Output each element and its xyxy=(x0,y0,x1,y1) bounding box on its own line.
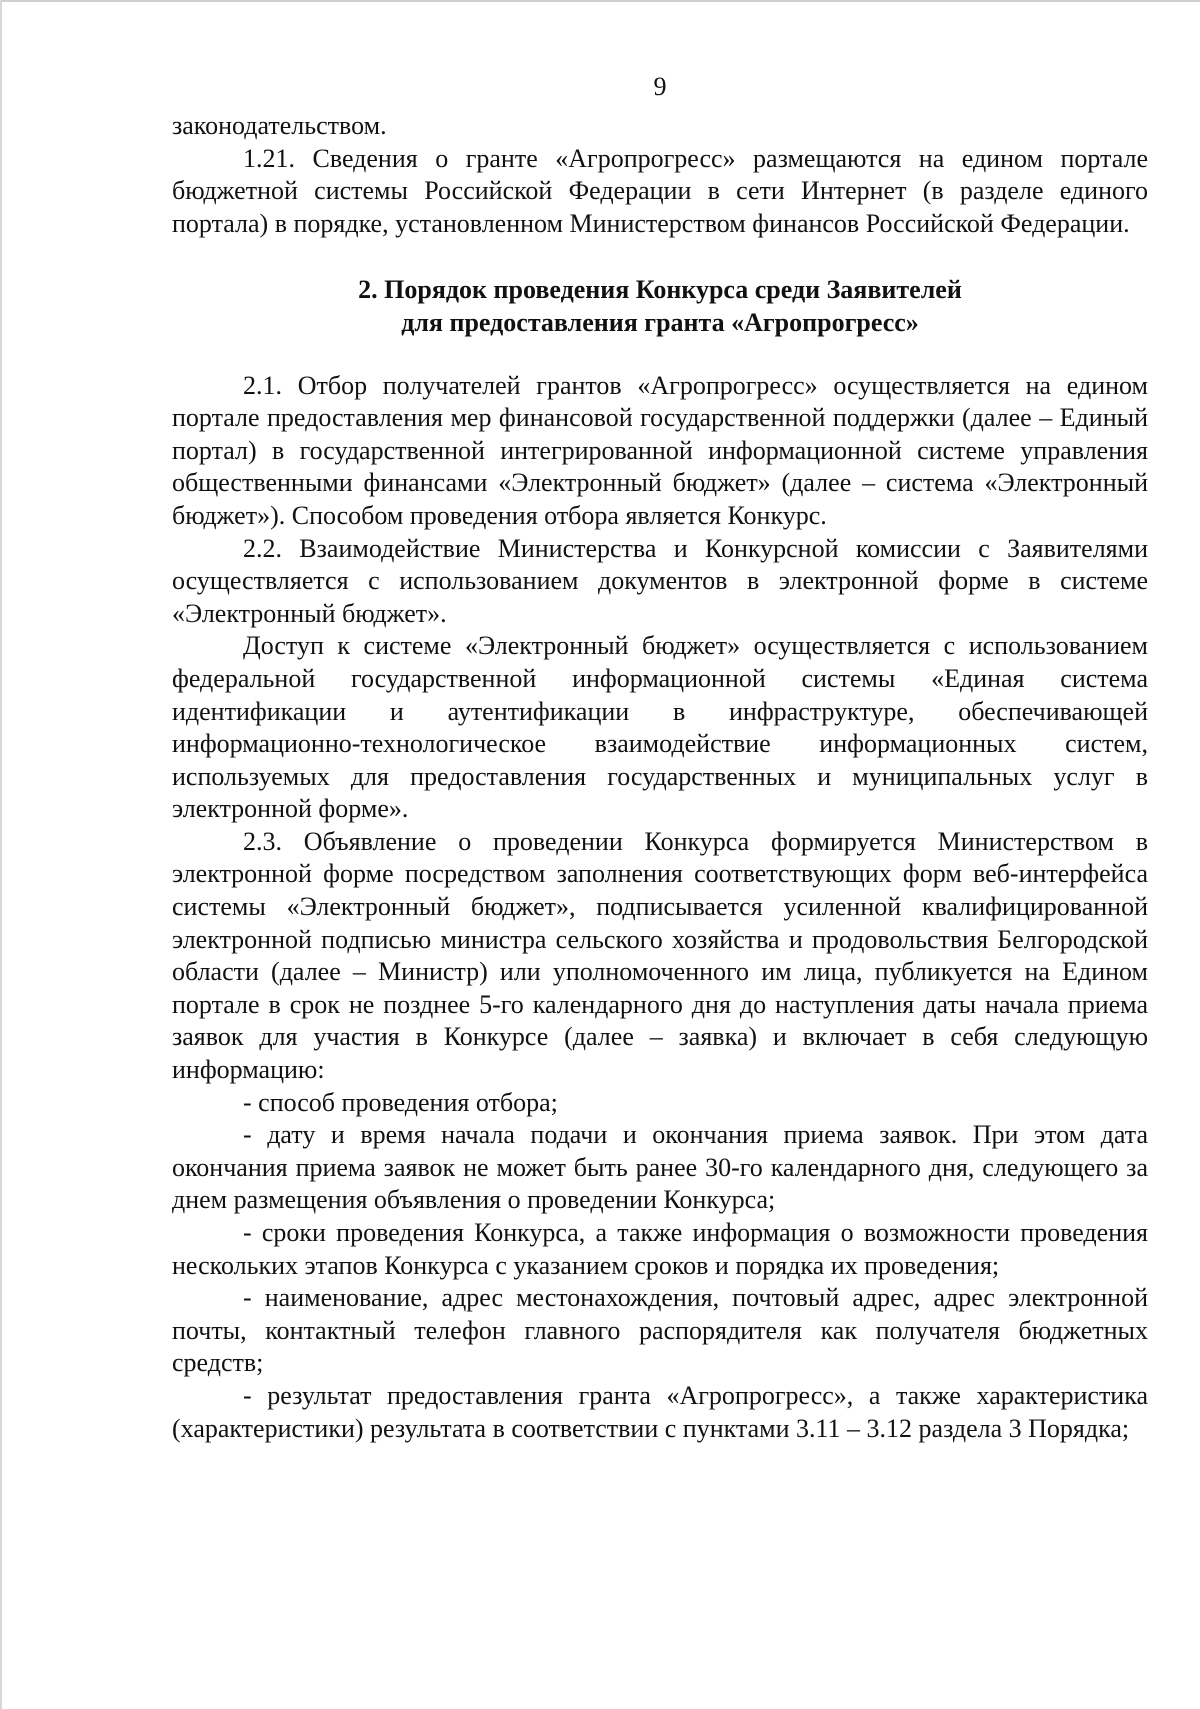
section-heading-line-2: для предоставления гранта «Агропрогресс» xyxy=(401,307,919,337)
document-body xyxy=(172,110,1148,1445)
paragraph-continuation: законодательством. xyxy=(172,111,387,140)
section-heading xyxy=(172,274,1148,339)
paragraph-2-2: 2.2. Взаимодействие Министерства и Конкурсной комиссии с Заявителями осуществляется с использованием документов в электронной форме в системе «Электронный бюджет». xyxy=(172,533,1148,628)
scan-edge-left xyxy=(0,0,2,1709)
paragraph-1-21: 1.21. Сведения о гранте «Агропрогресс» размещаются на едином портале бюджетной системы Российской Федерации в сети Интернет (в разделе единого портала) в порядке, установленном Министерством финансов Российской Федерации. xyxy=(172,143,1148,238)
list-item-contacts: - наименование, адрес местонахождения, почтовый адрес, адрес электронной почты, контактный телефон главного распорядителя как получателя бюджетных средств; xyxy=(172,1283,1148,1378)
section-heading-line-1: 2. Порядок проведения Конкурса среди Заявителей xyxy=(358,275,962,305)
scan-edge-top xyxy=(0,0,1200,2)
list-item-terms: - сроки проведения Конкурса, а также информация о возможности проведения нескольких этапов Конкурса с указанием сроков и порядка их проведения; xyxy=(172,1218,1148,1280)
paragraph-2-2-access: Доступ к системе «Электронный бюджет» осуществляется с использованием федеральной государственной информационной системы «Единая система идентификации и аутентификации в инфраструктуре, обеспечивающей информационно-технологическое взаимодействие информационных систем, используемых для предоставления государственных и муниципальных услуг в электронной форме». xyxy=(172,631,1148,824)
list-item-result: - результат предоставления гранта «Агропрогресс», а также характеристика (характеристики) результата в соответствии с пунктами 3.11 – 3.12 раздела 3 Порядка; xyxy=(172,1380,1148,1443)
page-number: 9 xyxy=(653,72,667,101)
paragraph-2-3: 2.3. Объявление о проведении Конкурса формируется Министерством в электронной форме посредством заполнения соответствующих форм веб-интерфейса системы «Электронный бюджет», подписывается усиленной квалифицированной электронной подписью министра сельского хозяйства и продовольствия Белгородской области (далее – Министр) или уполномоченного им лица, публикуется на Едином портале в срок не позднее 5-го календарного дня до наступления даты начала приема заявок для участия в Конкурсе (далее – заявка) и включает в себя следующую информацию: xyxy=(172,826,1148,1085)
list-item-selection-method: - способ проведения отбора; xyxy=(243,1087,558,1117)
list-item-dates: - дату и время начала подачи и окончания приема заявок. При этом дата окончания приема заявок не может быть ранее 30-го календарного дня, следующего за днем размещения объявления о проведении Конкурса; xyxy=(172,1120,1148,1215)
paragraph-2-1: 2.1. Отбор получателей грантов «Агропрогресс» осуществляется на едином портале предоставления мер финансовой государственной поддержки (далее – Единый портал) в государственной интегрированной информационной системе управления общественными финансами «Электронный бюджет» (далее – система «Электронный бюджет»). Способом проведения отбора является Конкурс. xyxy=(172,370,1148,530)
